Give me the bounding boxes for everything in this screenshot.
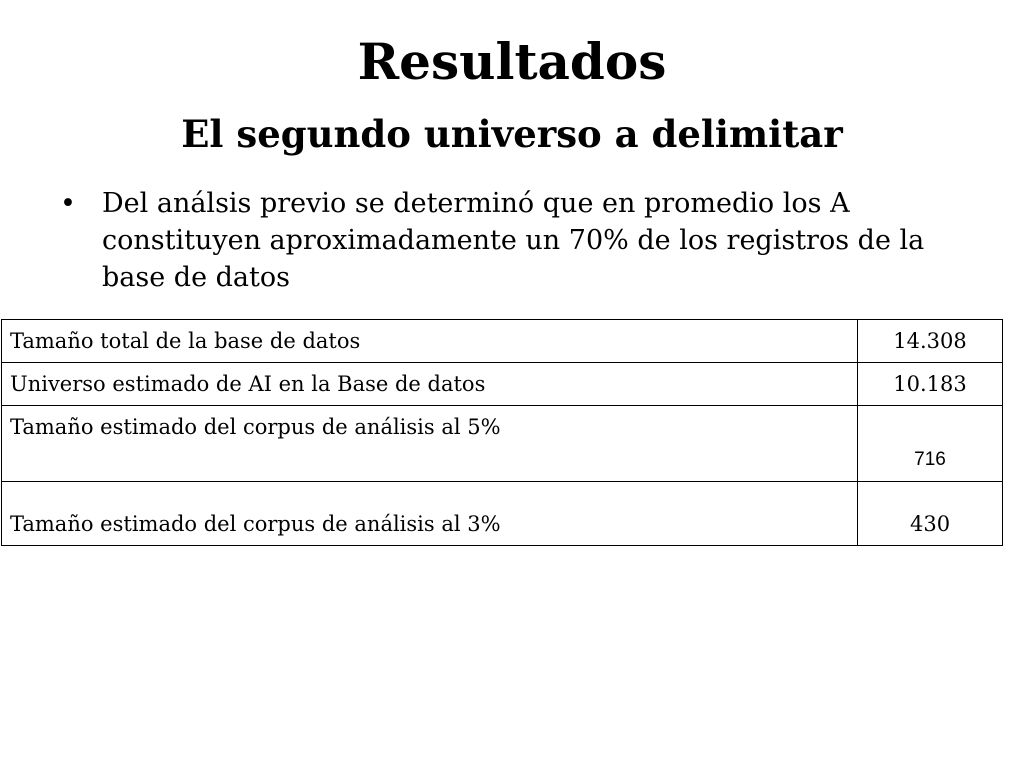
table-row (2, 320, 1003, 363)
row-value: 10.183 (858, 363, 1003, 406)
table-row (2, 406, 1003, 482)
row-value: 14.308 (858, 320, 1003, 363)
row-label: Universo estimado de AI en la Base de datos (2, 363, 858, 406)
bullet-text: Del análsis previo se determinó que en promedio los A constituyen aproximadamente un 70% de los registros de la base de datos (102, 188, 925, 293)
row-label: Tamaño total de la base de datos (2, 320, 858, 363)
row-value: 716 (858, 406, 1003, 482)
table-row (2, 363, 1003, 406)
slide-title: Resultados (357, 32, 667, 91)
row-label: Tamaño estimado del corpus de análisis al 3% (2, 482, 858, 546)
row-value: 430 (858, 482, 1003, 546)
results-table (1, 319, 1003, 546)
bullet-list (60, 185, 990, 296)
bullet-item (60, 185, 990, 296)
row-label: Tamaño estimado del corpus de análisis al 5% (2, 406, 858, 482)
table-row (2, 482, 1003, 546)
bullet-dot-icon: • (60, 188, 76, 219)
slide-subtitle: El segundo universo a delimitar (181, 112, 843, 156)
